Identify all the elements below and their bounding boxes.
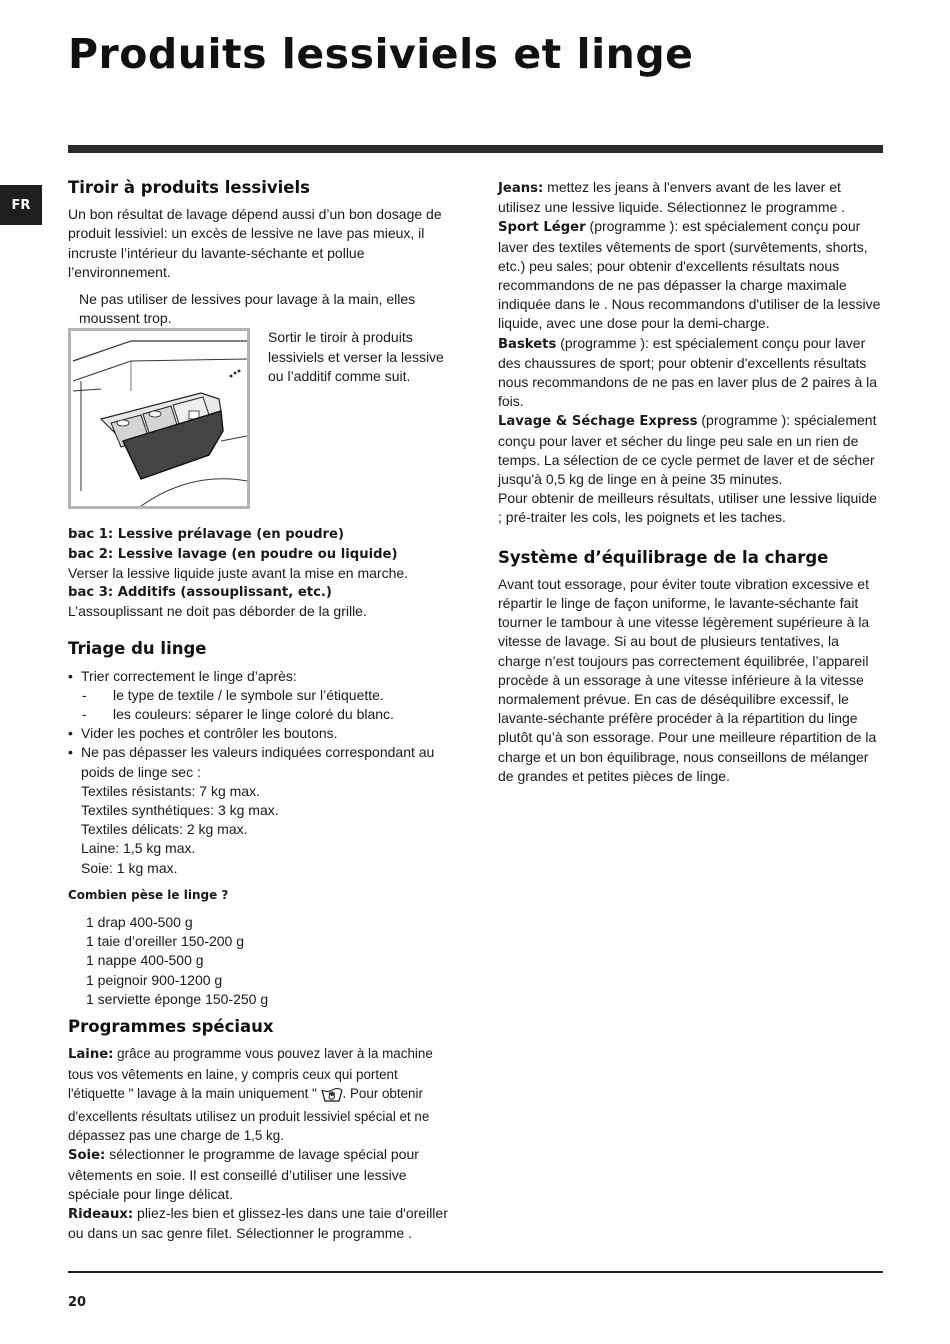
weight-heading: Combien pèse le linge ?: [68, 887, 229, 902]
section-tiroir: [68, 178, 456, 621]
bac3-label: bac 3: Additifs (assouplissant, etc.): [68, 585, 332, 601]
express-note: Pour obtenir de meilleurs résultats, utiliser une lessive liquide ; pré-traiter les cols, les poignets et les taches.: [498, 490, 877, 526]
triage-list: [68, 667, 456, 686]
triage-bullet-1: Trier correctement le linge d’après:: [81, 667, 297, 684]
list-item: [68, 724, 456, 743]
hand-wash-icon: [321, 1086, 343, 1107]
page-title: Produits lessiviels et linge: [68, 30, 694, 78]
bac1-label: bac 1: Lessive prélavage (en poudre): [68, 527, 345, 543]
baskets-text: (programme ): est spécialement conçu pour laver des chaussures de sport; pour obtenir d'excellents résultats nous recommandons de ne pas en laver plus de 2 paires à la fois.: [498, 334, 878, 410]
baskets-label: Baskets: [498, 336, 557, 352]
weight-item: 1 drap 400-500 g: [86, 914, 193, 931]
triage-bullet-2: Vider les poches et contrôler les boutons.: [81, 725, 338, 742]
limit-item: Textiles synthétiques: 3 kg max.: [81, 802, 279, 819]
limit-item: Laine: 1,5 kg max.: [81, 840, 196, 857]
triage-list-2: [68, 724, 456, 782]
weight-limits: [68, 782, 456, 878]
title-rule: [68, 145, 883, 153]
triage-sub-2: - les couleurs: séparer le linge coloré du blanc.: [68, 705, 456, 724]
bac2-label: bac 2: Lessive lavage (en poudre ou liquide): [68, 546, 398, 562]
linen-weights: [68, 913, 456, 1009]
laine-text: grâce au programme vous pouvez laver à la machine tous vos vêtements en laine, y compris ceux qui portent l'étiquette " lavage à la main uniquement ": [68, 1046, 433, 1101]
equilibrage-text: Avant tout essorage, pour éviter toute vibration excessive et répartir le linge de façon uniforme, le lavante-séchante fait tourner le tambour à une vitesse légèrement supérieure à la vitesse de lavage. Si au bout de plusieurs tentatives, la charge n’est toujours pas correctement équilibrée, l’appareil procède à un essorage à une vitesse inférieure à la vitesse normalement prévue. En cas de déséquilibre excessif, le lavante-séchante préfère procéder à la répartition du linge plutôt qu’à son essorage. Pour une meilleure répartition de la charge et un bon équilibrage, nous conseillons de mélanger de grandes et petites pièces de linge.: [498, 575, 877, 784]
heading-tiroir: Tiroir à produits lessiviels: [68, 178, 310, 197]
laine-label: Laine:: [68, 1047, 114, 1063]
bac2-note: Verser la lessive liquide juste avant la mise en marche.: [68, 564, 409, 581]
detergent-drawer-illustration: [68, 328, 250, 509]
limit-item: Textiles résistants: 7 kg max.: [81, 782, 260, 799]
list-item: [68, 743, 456, 781]
laine-text-2: . Pour obtenir d'excellents résultats utilisez un produit lessiviel spécial et ne dépassez pas une charge de 1,5 kg.: [68, 1085, 430, 1144]
weight-item: 1 serviette éponge 150-250 g: [86, 990, 269, 1007]
page-number: 20: [68, 1295, 87, 1310]
rideaux-label: Rideaux:: [68, 1206, 134, 1222]
soie-label: Soie:: [68, 1148, 106, 1164]
heading-triage: Triage du linge: [68, 639, 207, 659]
section-triage: [68, 639, 456, 1009]
list-item: [68, 667, 456, 686]
weight-item: 1 taie d’oreiller 150-200 g: [86, 933, 244, 950]
tiroir-intro: Un bon résultat de lavage dépend aussi d’un bon dosage de produit lessiviel: un excès de lessive ne lave pas mieux, il incruste l’intérieur du lavante-séchante et pollue l’environnement.: [68, 206, 442, 280]
bac3-note: L’assouplissant ne doit pas déborder de la grille.: [68, 603, 367, 620]
left-column: [68, 178, 456, 1243]
section-programmes: [68, 1017, 456, 1243]
weight-item: 1 nappe 400-500 g: [86, 952, 204, 969]
drawer-figure: [68, 328, 456, 509]
rideaux-text: pliez-les bien et glissez-les dans une taie d'oreiller ou dans un sac genre filet. Sélectionner le programme .: [68, 1204, 448, 1242]
heading-programmes: Programmes spéciaux: [68, 1017, 274, 1037]
section-equilibrage: [498, 548, 884, 786]
tiroir-warning: Ne pas utiliser de lessives pour lavage à la main, elles moussent trop.: [79, 291, 416, 327]
figure-caption: Sortir le tiroir à produits lessiviels et verser la lessive ou l’additif comme suit.: [268, 329, 444, 384]
soie-text: sélectionner le programme de lavage spécial pour vêtements en soie. Il est conseillé d’utiliser une lessive spéciale pour linge délicat.: [68, 1146, 419, 1202]
limit-item: Soie: 1 kg max.: [81, 859, 178, 876]
triage-bullet-3: Ne pas dépasser les valeurs indiquées correspondant au poids de linge sec :: [81, 744, 435, 780]
right-column: [498, 178, 884, 786]
footer-rule: [68, 1271, 883, 1273]
weight-item: 1 peignoir 900-1200 g: [86, 971, 223, 988]
sport-text: (programme ): est spécialement conçu pour laver des textiles vêtements de sport (survêtements, shorts, etc.) peu sales; pour obtenir d'excellents résultats nous recommandons de ne pas dépasser la charge maximale indiquée dans le . Nous recommandons d'utiliser de la lessive liquide, avec une dose pour la demi-charge.: [498, 218, 881, 332]
express-text: (programme ): spécialement conçu pour laver et sécher du linge peu sale en un rien de temps. La sélection de ce cycle permet de laver et de sécher jusqu'à 0,5 kg de linge en à peine 35 minutes.: [498, 412, 877, 488]
limit-item: Textiles délicats: 2 kg max.: [81, 821, 248, 838]
heading-equilibrage: Système d’équilibrage de la charge: [498, 547, 829, 567]
triage-sub-1: - le type de textile / le symbole sur l’étiquette.: [68, 686, 456, 705]
sport-label: Sport Léger: [498, 220, 586, 236]
jeans-text: mettez les jeans à l'envers avant de les laver et utilisez une lessive liquide. Sélectionnez le programme .: [498, 179, 846, 216]
jeans-label: Jeans:: [498, 181, 544, 196]
express-label: Lavage & Séchage Express: [498, 414, 698, 430]
language-tab: FR: [0, 185, 42, 225]
